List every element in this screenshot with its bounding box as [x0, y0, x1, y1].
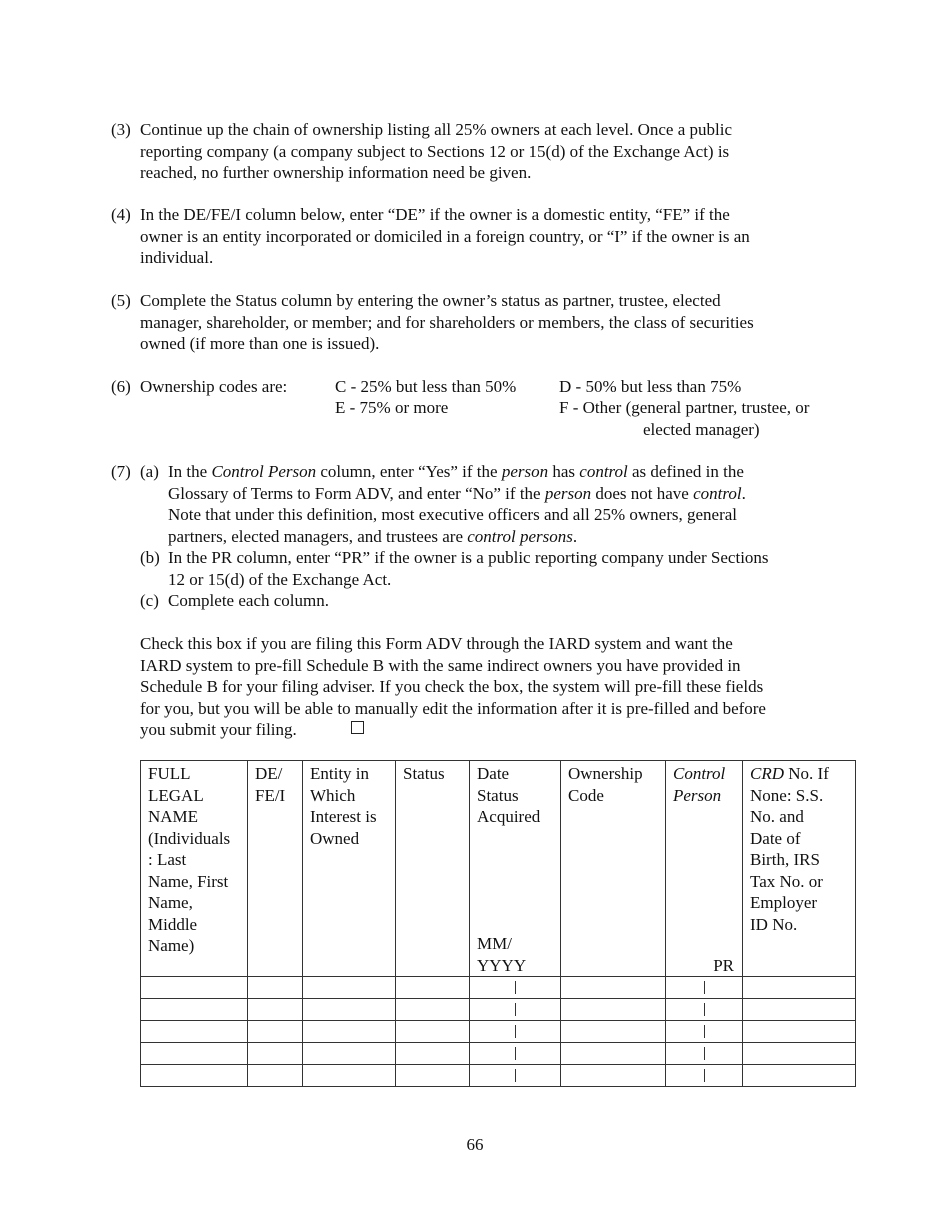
- prefill-checkbox-paragraph: [140, 633, 840, 741]
- cell-full-legal-name[interactable]: [141, 977, 248, 999]
- cell-full-legal-name[interactable]: [141, 1021, 248, 1043]
- field-divider: [704, 1025, 705, 1038]
- cell-status[interactable]: [396, 977, 470, 999]
- table-row: [141, 977, 856, 999]
- item-7b-text: [168, 547, 838, 590]
- item-7a-label: (a): [140, 462, 159, 481]
- item-5-line: manager, shareholder, or member; and for shareholders or members, the class of securities: [140, 312, 754, 332]
- table-row: [141, 1021, 856, 1043]
- item-7-number: (7): [111, 462, 131, 481]
- cell-status[interactable]: [396, 1065, 470, 1087]
- cell-status[interactable]: [396, 999, 470, 1021]
- item-4-line: individual.: [140, 248, 214, 267]
- prefill-paragraph-line: for you, but you will be able to manually edit the information after it is pre-filled and before: [140, 698, 766, 718]
- cell-full-legal-name[interactable]: [141, 1043, 248, 1065]
- cell-full-legal-name[interactable]: [141, 999, 248, 1021]
- cell-de-fe-i[interactable]: [248, 1021, 303, 1043]
- item-3-line: reached, no further ownership information need be given.: [140, 163, 532, 182]
- prefill-checkbox[interactable]: [351, 721, 364, 734]
- cell-ownership-code[interactable]: [561, 1065, 666, 1087]
- item-4-line: In the DE/FE/I column below, enter “DE” if the owner is a domestic entity, “FE” if the: [140, 205, 730, 224]
- cell-ownership-code[interactable]: [561, 1043, 666, 1065]
- table-body: [141, 977, 856, 1087]
- item-3-line: Continue up the chain of ownership listing all 25% owners at each level. Once a public: [140, 120, 733, 139]
- cell-entity[interactable]: [303, 1043, 396, 1065]
- prefill-paragraph-line: Schedule B for your filing adviser. If you check the box, the system will pre-fill these fields: [140, 677, 764, 696]
- item-5-number: (5): [111, 291, 131, 310]
- cell-date-acquired[interactable]: [470, 999, 561, 1021]
- item-3-line: reporting company (a company subject to Sections 12 or 15(d) of the Exchange Act) is: [140, 141, 730, 161]
- cell-crd-no[interactable]: [743, 977, 856, 999]
- header-status: Status: [396, 761, 470, 977]
- cell-status[interactable]: [396, 1043, 470, 1065]
- item-7a-line-1: In the Control Person column, enter “Yes” if the person has control as defined in the: [168, 462, 744, 481]
- item-7b-label: (b): [140, 548, 160, 567]
- header-pr: PR: [713, 955, 734, 975]
- cell-date-acquired[interactable]: [470, 1065, 561, 1087]
- cell-ownership-code[interactable]: [561, 999, 666, 1021]
- table-row: [141, 1043, 856, 1065]
- indirect-owners-table: [140, 760, 856, 1087]
- field-divider: [515, 1069, 516, 1082]
- item-7a-line-4: partners, elected managers, and trustees are control persons.: [168, 526, 578, 546]
- header-full-legal-name: FULL LEGAL NAME (Individuals : Last Name, First Name, Middle Name): [141, 761, 248, 977]
- cell-control-person[interactable]: [666, 999, 743, 1021]
- ownership-code-f-continued: elected manager): [643, 420, 760, 439]
- cell-control-person[interactable]: [666, 1021, 743, 1043]
- table-row: [141, 1065, 856, 1087]
- item-4-line: owner is an entity incorporated or domiciled in a foreign country, or “I” if the owner is an: [140, 226, 750, 246]
- table-row: [141, 999, 856, 1021]
- item-6-number: (6): [111, 377, 131, 396]
- ownership-code-c: C - 25% but less than 50%: [335, 377, 517, 396]
- item-7a-text: [168, 461, 838, 547]
- ownership-code-f: F - Other (general partner, trustee, or: [559, 398, 810, 417]
- header-entity: Entity in Which Interest is Owned: [303, 761, 396, 977]
- cell-ownership-code[interactable]: [561, 977, 666, 999]
- item-7c-label: (c): [140, 591, 159, 610]
- field-divider: [704, 1003, 705, 1016]
- item-7c-line: Complete each column.: [168, 591, 329, 610]
- header-date-format: MM/ YYYY: [477, 934, 527, 975]
- cell-crd-no[interactable]: [743, 1065, 856, 1087]
- header-de-fe-i: DE/ FE/I: [248, 761, 303, 977]
- cell-de-fe-i[interactable]: [248, 1043, 303, 1065]
- field-divider: [704, 1069, 705, 1082]
- prefill-paragraph-line: Check this box if you are filing this Form ADV through the IARD system and want the: [140, 634, 733, 653]
- header-crd-no: CRD No. If None: S.S. No. and Date of Birth, IRS Tax No. or Employer ID No.: [743, 761, 856, 977]
- header-ownership-code: Ownership Code: [561, 761, 666, 977]
- field-divider: [515, 1003, 516, 1016]
- field-divider: [704, 1047, 705, 1060]
- cell-control-person[interactable]: [666, 1065, 743, 1087]
- item-7c-text: [168, 590, 838, 612]
- cell-crd-no[interactable]: [743, 1043, 856, 1065]
- header-date-status-acquired: Date Status Acquired MM/ YYYY: [470, 761, 561, 977]
- cell-date-acquired[interactable]: [470, 1043, 561, 1065]
- ownership-codes-label: Ownership codes are:: [140, 377, 288, 396]
- cell-control-person[interactable]: [666, 977, 743, 999]
- cell-crd-no[interactable]: [743, 1021, 856, 1043]
- cell-entity[interactable]: [303, 1021, 396, 1043]
- item-7b-line: 12 or 15(d) of the Exchange Act.: [168, 569, 392, 589]
- item-7a-line-2: Glossary of Terms to Form ADV, and enter “No” if the person does not have control.: [168, 483, 746, 503]
- field-divider: [515, 1025, 516, 1038]
- cell-entity[interactable]: [303, 1065, 396, 1087]
- item-7a-line-3: Note that under this definition, most executive officers and all 25% owners, general: [168, 505, 738, 524]
- field-divider: [704, 981, 705, 994]
- header-control-person: Control Person PR: [666, 761, 743, 977]
- item-3-text: [140, 119, 840, 184]
- item-5-text: [140, 290, 840, 355]
- cell-entity[interactable]: [303, 999, 396, 1021]
- ownership-code-d: D - 50% but less than 75%: [559, 377, 742, 396]
- ownership-code-e: E - 75% or more: [335, 398, 449, 417]
- cell-control-person[interactable]: [666, 1043, 743, 1065]
- cell-de-fe-i[interactable]: [248, 1065, 303, 1087]
- prefill-paragraph-last-line: you submit your filing.: [140, 719, 840, 741]
- page-number: 66: [466, 1135, 484, 1154]
- item-3-number: (3): [111, 120, 131, 139]
- cell-de-fe-i[interactable]: [248, 977, 303, 999]
- cell-entity[interactable]: [303, 977, 396, 999]
- cell-date-acquired[interactable]: [470, 1021, 561, 1043]
- cell-ownership-code[interactable]: [561, 1021, 666, 1043]
- cell-de-fe-i[interactable]: [248, 999, 303, 1021]
- item-5-line: Complete the Status column by entering the owner’s status as partner, trustee, elected: [140, 291, 721, 310]
- cell-full-legal-name[interactable]: [141, 1065, 248, 1087]
- item-4-number: (4): [111, 205, 131, 224]
- cell-crd-no[interactable]: [743, 999, 856, 1021]
- table-header-row: [141, 761, 856, 977]
- field-divider: [515, 981, 516, 994]
- item-5-line: owned (if more than one is issued).: [140, 334, 380, 353]
- cell-status[interactable]: [396, 1021, 470, 1043]
- cell-date-acquired[interactable]: [470, 977, 561, 999]
- field-divider: [515, 1047, 516, 1060]
- item-7b-line: In the PR column, enter “PR” if the owner is a public reporting company under Sections: [168, 548, 769, 567]
- prefill-paragraph-line: IARD system to pre-fill Schedule B with the same indirect owners you have provided in: [140, 655, 741, 675]
- item-4-text: [140, 204, 840, 269]
